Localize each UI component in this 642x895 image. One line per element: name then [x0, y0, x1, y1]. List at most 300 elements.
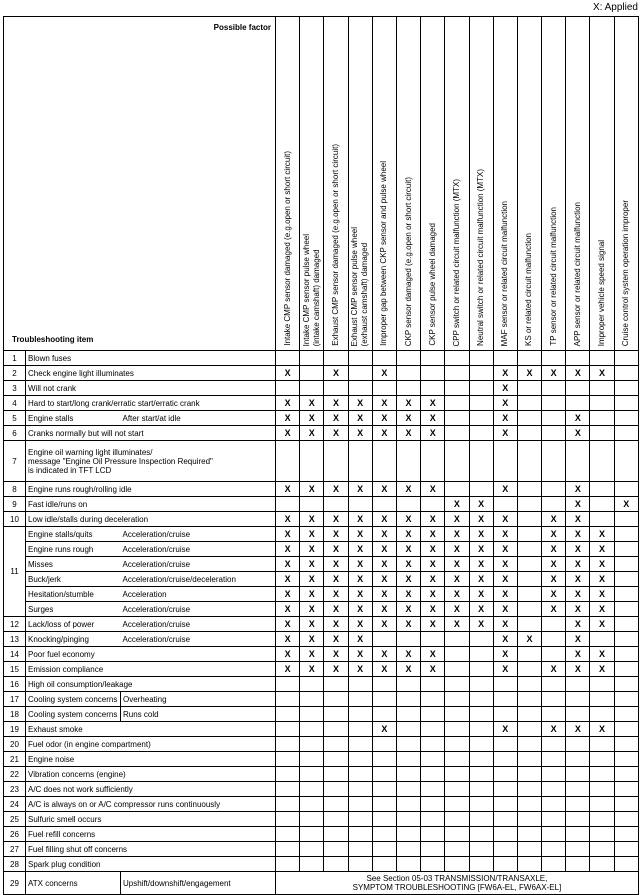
empty-cell [421, 842, 445, 857]
applied-mark: X [276, 527, 300, 542]
applied-mark: X [421, 527, 445, 542]
applied-mark: X [396, 426, 420, 441]
empty-cell [517, 587, 541, 602]
factor-header [590, 17, 614, 351]
table-row [4, 872, 639, 895]
table-row [4, 722, 639, 737]
item-condition: Acceleration [121, 587, 276, 602]
applied-mark: X [421, 426, 445, 441]
empty-cell [542, 842, 566, 857]
item-label: Hard to start/long crank/erratic start/erratic crank [26, 396, 276, 411]
applied-mark: X [348, 647, 372, 662]
item-label: Vibration concerns (engine) [26, 767, 276, 782]
applied-mark: X [372, 557, 396, 572]
applied-mark: X [421, 647, 445, 662]
see-section-note: See Section 05-03 TRANSMISSION/TRANSAXLE, SYMPTOM TROUBLESHOOTING [FW6A-EL, FW6AX-EL] [276, 872, 639, 895]
empty-cell [566, 692, 590, 707]
factor-header-label: KS or related circuit malfunction [524, 233, 534, 346]
applied-mark: X [396, 512, 420, 527]
empty-cell [372, 351, 396, 366]
applied-mark: X [396, 557, 420, 572]
applied-mark: X [469, 572, 493, 587]
empty-cell [348, 812, 372, 827]
item-condition: Acceleration/cruise [121, 542, 276, 557]
table-row [4, 441, 639, 482]
applied-mark: X [566, 411, 590, 426]
applied-mark: X [493, 722, 517, 737]
item-label: Cooling system concerns [26, 692, 121, 707]
applied-mark: X [590, 647, 614, 662]
table-row [4, 752, 639, 767]
empty-cell [542, 351, 566, 366]
table-row [4, 812, 639, 827]
row-number: 15 [4, 662, 26, 677]
empty-cell [372, 677, 396, 692]
empty-cell [324, 827, 348, 842]
empty-cell [421, 366, 445, 381]
empty-cell [324, 767, 348, 782]
applied-mark: X [396, 617, 420, 632]
item-condition: Upshift/downshift/engagement [121, 872, 276, 895]
factor-header [614, 17, 638, 351]
item-label: Engine stalls [26, 411, 121, 426]
empty-cell [348, 441, 372, 482]
applied-mark: X [324, 527, 348, 542]
empty-cell [517, 527, 541, 542]
applied-mark: X [276, 512, 300, 527]
applied-mark: X [324, 542, 348, 557]
applied-mark: X [421, 512, 445, 527]
item-label: Low idle/stalls during deceleration [26, 512, 276, 527]
empty-cell [421, 677, 445, 692]
empty-cell [493, 842, 517, 857]
applied-mark: X [276, 396, 300, 411]
factor-header [421, 17, 445, 351]
table-row [4, 396, 639, 411]
empty-cell [300, 857, 324, 872]
applied-mark: X [445, 617, 469, 632]
empty-cell [590, 677, 614, 692]
factor-header-label: CKP sensor damaged (e.g.open or short circuit) [403, 176, 413, 346]
applied-mark: X [276, 482, 300, 497]
empty-cell [469, 632, 493, 647]
empty-cell [614, 692, 638, 707]
table-row [4, 842, 639, 857]
applied-mark: X [445, 512, 469, 527]
applied-mark: X [493, 587, 517, 602]
empty-cell [421, 497, 445, 512]
empty-cell [614, 842, 638, 857]
empty-cell [614, 632, 638, 647]
applied-mark: X [493, 396, 517, 411]
empty-cell [348, 737, 372, 752]
applied-mark: X [445, 557, 469, 572]
empty-cell [469, 842, 493, 857]
empty-cell [276, 381, 300, 396]
applied-mark: X [348, 572, 372, 587]
empty-cell [517, 617, 541, 632]
applied-mark: X [276, 426, 300, 441]
empty-cell [396, 366, 420, 381]
empty-cell [469, 677, 493, 692]
applied-mark: X [542, 572, 566, 587]
applied-mark: X [372, 572, 396, 587]
row-number: 10 [4, 512, 26, 527]
row-number: 6 [4, 426, 26, 441]
empty-cell [542, 482, 566, 497]
empty-cell [614, 782, 638, 797]
empty-cell [493, 692, 517, 707]
empty-cell [348, 351, 372, 366]
empty-cell [542, 426, 566, 441]
empty-cell [614, 707, 638, 722]
empty-cell [517, 411, 541, 426]
item-condition: Runs cold [121, 707, 276, 722]
empty-cell [469, 662, 493, 677]
empty-cell [493, 351, 517, 366]
applied-mark: X [469, 557, 493, 572]
empty-cell [421, 782, 445, 797]
item-label: A/C does not work sufficiently [26, 782, 276, 797]
applied-mark: X [300, 662, 324, 677]
empty-cell [493, 767, 517, 782]
empty-cell [542, 707, 566, 722]
table-row [4, 767, 639, 782]
table-row [4, 366, 639, 381]
empty-cell [493, 677, 517, 692]
empty-cell [469, 737, 493, 752]
factor-header-label: APP sensor or related circuit malfunction [572, 201, 582, 346]
empty-cell [517, 542, 541, 557]
empty-cell [372, 767, 396, 782]
empty-cell [469, 752, 493, 767]
empty-cell [542, 647, 566, 662]
applied-mark: X [276, 602, 300, 617]
empty-cell [276, 782, 300, 797]
applied-mark: X [396, 587, 420, 602]
empty-cell [300, 441, 324, 482]
empty-cell [614, 572, 638, 587]
applied-mark: X [493, 662, 517, 677]
empty-cell [542, 617, 566, 632]
empty-cell [396, 722, 420, 737]
applied-mark: X [324, 662, 348, 677]
empty-cell [469, 782, 493, 797]
empty-cell [566, 351, 590, 366]
row-number: 13 [4, 632, 26, 647]
empty-cell [445, 632, 469, 647]
empty-cell [372, 827, 396, 842]
applied-mark: X [396, 396, 420, 411]
item-label: Poor fuel economy [26, 647, 276, 662]
empty-cell [445, 812, 469, 827]
empty-cell [517, 662, 541, 677]
table-row [4, 497, 639, 512]
empty-cell [517, 827, 541, 842]
empty-cell [614, 617, 638, 632]
empty-cell [396, 752, 420, 767]
empty-cell [590, 827, 614, 842]
applied-mark: X [372, 602, 396, 617]
applied-mark: X [469, 497, 493, 512]
applied-mark: X [276, 557, 300, 572]
empty-cell [445, 722, 469, 737]
empty-cell [421, 441, 445, 482]
factor-header [372, 17, 396, 351]
empty-cell [445, 647, 469, 662]
empty-cell [445, 381, 469, 396]
item-label: Blown fuses [26, 351, 276, 366]
empty-cell [614, 827, 638, 842]
empty-cell [614, 366, 638, 381]
applied-mark: X [445, 527, 469, 542]
factor-header-label: Intake CMP sensor pulse wheel (intake camshaft) damaged [301, 233, 321, 346]
row-number: 17 [4, 692, 26, 707]
empty-cell [614, 396, 638, 411]
empty-cell [445, 797, 469, 812]
factor-header-label: Improper vehicle speed signal [597, 239, 607, 346]
empty-cell [276, 441, 300, 482]
empty-cell [445, 411, 469, 426]
applied-mark: X [590, 662, 614, 677]
applied-mark: X [372, 722, 396, 737]
empty-cell [542, 677, 566, 692]
empty-cell [614, 542, 638, 557]
empty-cell [614, 512, 638, 527]
applied-mark: X [348, 426, 372, 441]
empty-cell [517, 426, 541, 441]
empty-cell [590, 396, 614, 411]
empty-cell [276, 857, 300, 872]
empty-cell [300, 722, 324, 737]
empty-cell [300, 782, 324, 797]
applied-mark: X [372, 411, 396, 426]
row-number: 19 [4, 722, 26, 737]
item-label: Engine runs rough [26, 542, 121, 557]
empty-cell [445, 707, 469, 722]
applied-mark: X [469, 587, 493, 602]
empty-cell [421, 381, 445, 396]
empty-cell [300, 497, 324, 512]
empty-cell [614, 527, 638, 542]
empty-cell [445, 482, 469, 497]
factor-header-label: TP sensor or related circuit malfunction [548, 207, 558, 346]
item-label: Spark plug condition [26, 857, 276, 872]
empty-cell [566, 767, 590, 782]
applied-mark: X [445, 572, 469, 587]
empty-cell [493, 782, 517, 797]
empty-cell [590, 482, 614, 497]
row-number: 26 [4, 827, 26, 842]
empty-cell [542, 782, 566, 797]
factor-header [300, 17, 324, 351]
empty-cell [566, 752, 590, 767]
empty-cell [324, 722, 348, 737]
item-label: Exhaust smoke [26, 722, 276, 737]
applied-mark: X [566, 647, 590, 662]
empty-cell [469, 707, 493, 722]
empty-cell [542, 396, 566, 411]
empty-cell [590, 857, 614, 872]
empty-cell [445, 366, 469, 381]
row-number: 12 [4, 617, 26, 632]
applied-mark: X [590, 587, 614, 602]
applied-mark: X [300, 411, 324, 426]
empty-cell [566, 396, 590, 411]
empty-cell [396, 441, 420, 482]
table-row [4, 482, 639, 497]
applied-mark: X [324, 426, 348, 441]
applied-mark: X [421, 482, 445, 497]
empty-cell [300, 752, 324, 767]
empty-cell [372, 752, 396, 767]
empty-cell [421, 797, 445, 812]
applied-mark: X [300, 632, 324, 647]
item-label: Fuel odor (in engine compartment) [26, 737, 276, 752]
row-number: 5 [4, 411, 26, 426]
empty-cell [348, 767, 372, 782]
table-row [4, 426, 639, 441]
empty-cell [300, 351, 324, 366]
empty-cell [300, 812, 324, 827]
applied-mark: X [276, 366, 300, 381]
empty-cell [348, 797, 372, 812]
empty-cell [542, 381, 566, 396]
factor-header-label: Exhaust CMP sensor pulse wheel (exhaust camshaft) damaged [350, 226, 370, 346]
applied-mark: X [396, 527, 420, 542]
row-number: 27 [4, 842, 26, 857]
table-row [4, 692, 639, 707]
table-row [4, 587, 639, 602]
possible-factor-label: Possible factor [213, 23, 272, 32]
empty-cell [517, 602, 541, 617]
row-number: 9 [4, 497, 26, 512]
applied-mark: X [324, 411, 348, 426]
empty-cell [300, 767, 324, 782]
empty-cell [372, 857, 396, 872]
factor-header-label: CKP sensor pulse wheel damaged [427, 223, 437, 346]
applied-mark: X [372, 366, 396, 381]
applied-mark: X [493, 602, 517, 617]
applied-mark: X [517, 366, 541, 381]
item-condition: After start/at idle [121, 411, 276, 426]
applied-mark: X [542, 512, 566, 527]
empty-cell [590, 632, 614, 647]
item-label: Engine runs rough/rolling idle [26, 482, 276, 497]
table-row [4, 572, 639, 587]
row-number: 20 [4, 737, 26, 752]
empty-cell [396, 827, 420, 842]
factor-header-label: Neutral switch or related circuit malfunction (MTX) [476, 169, 486, 346]
item-label: High oil consumption/leakage [26, 677, 276, 692]
factor-header [493, 17, 517, 351]
table-row [4, 632, 639, 647]
empty-cell [276, 497, 300, 512]
empty-cell [276, 767, 300, 782]
table-row [4, 677, 639, 692]
empty-cell [396, 767, 420, 782]
applied-mark: X [542, 602, 566, 617]
applied-mark: X [542, 527, 566, 542]
empty-cell [542, 767, 566, 782]
empty-cell [614, 426, 638, 441]
empty-cell [421, 632, 445, 647]
applied-mark: X [300, 396, 324, 411]
item-condition: Acceleration/cruise [121, 632, 276, 647]
applied-mark: X [493, 366, 517, 381]
empty-cell [517, 812, 541, 827]
empty-cell [421, 707, 445, 722]
applied-mark: X [276, 572, 300, 587]
applied-mark: X [493, 632, 517, 647]
empty-cell [348, 497, 372, 512]
item-label: Fuel filling shut off concerns [26, 842, 276, 857]
empty-cell [276, 677, 300, 692]
empty-cell [324, 497, 348, 512]
applied-mark: X [348, 662, 372, 677]
empty-cell [421, 351, 445, 366]
row-number: 4 [4, 396, 26, 411]
applied-mark: X [348, 411, 372, 426]
applied-mark: X [590, 366, 614, 381]
item-label: Fast idle/runs on [26, 497, 276, 512]
empty-cell [517, 482, 541, 497]
applied-mark: X [421, 617, 445, 632]
applied-mark: X [493, 482, 517, 497]
applied-mark: X [566, 426, 590, 441]
empty-cell [566, 441, 590, 482]
applied-mark: X [372, 396, 396, 411]
table-row [4, 662, 639, 677]
row-number: 24 [4, 797, 26, 812]
item-label: Engine stalls/quits [26, 527, 121, 542]
applied-mark: X [300, 426, 324, 441]
table-row [4, 602, 639, 617]
factor-header-label: CPP switch or related circuit malfunction (MTX) [451, 178, 461, 346]
empty-cell [276, 351, 300, 366]
applied-mark: X [590, 527, 614, 542]
applied-mark: X [566, 722, 590, 737]
applied-mark: X [421, 542, 445, 557]
empty-cell [421, 737, 445, 752]
applied-mark: X [590, 617, 614, 632]
applied-mark: X [300, 617, 324, 632]
empty-cell [396, 737, 420, 752]
applied-mark: X [348, 396, 372, 411]
empty-cell [276, 827, 300, 842]
empty-cell [372, 842, 396, 857]
applied-mark: X [469, 527, 493, 542]
empty-cell [421, 827, 445, 842]
item-label: Fuel refill concerns [26, 827, 276, 842]
header-corner [4, 17, 276, 351]
empty-cell [348, 381, 372, 396]
empty-cell [566, 677, 590, 692]
empty-cell [517, 441, 541, 482]
applied-mark: X [421, 557, 445, 572]
empty-cell [372, 692, 396, 707]
factor-header-label: Exhaust CMP sensor damaged (e.g.open or short circuit) [330, 144, 340, 346]
item-label: Lack/loss of power [26, 617, 121, 632]
applied-mark: X [372, 542, 396, 557]
applied-mark: X [372, 587, 396, 602]
empty-cell [469, 827, 493, 842]
empty-cell [445, 662, 469, 677]
row-number: 16 [4, 677, 26, 692]
applied-mark: X [300, 587, 324, 602]
empty-cell [614, 647, 638, 662]
empty-cell [421, 722, 445, 737]
